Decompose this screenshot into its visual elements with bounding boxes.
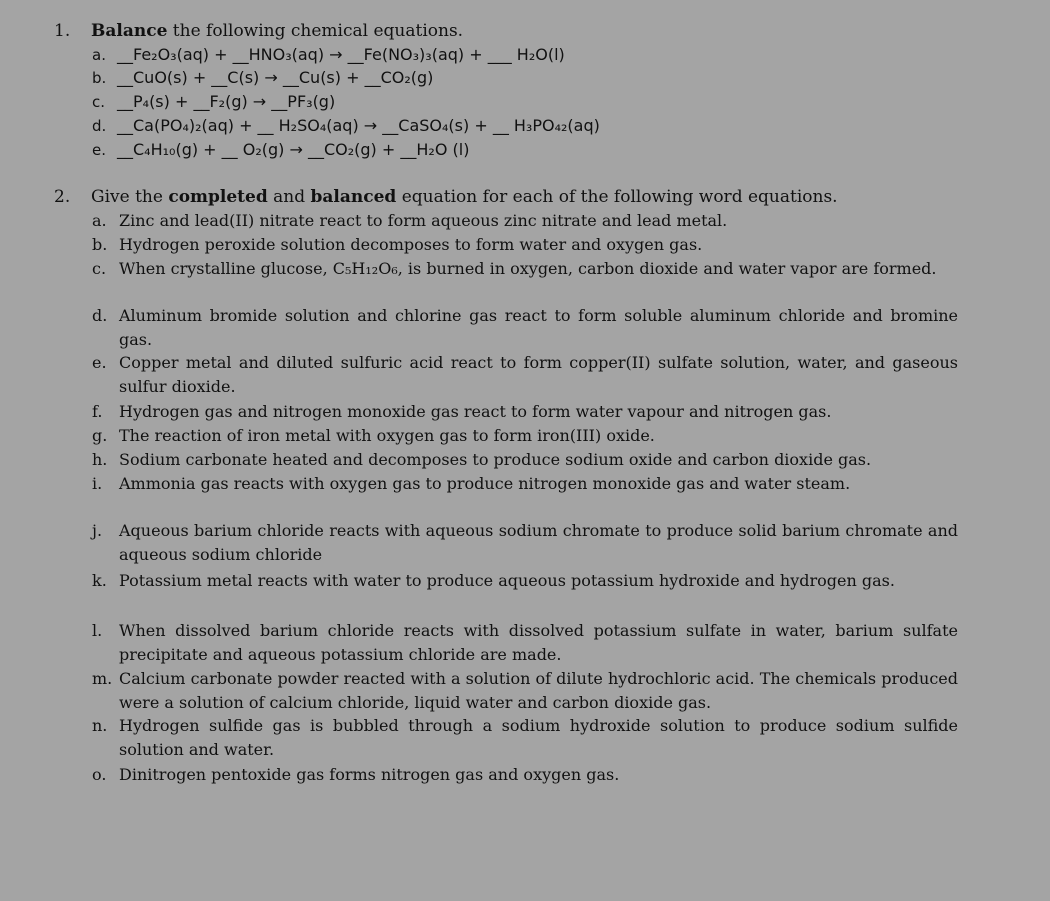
question-1-title (91, 20, 463, 42)
word-equation-item-c (92, 257, 958, 281)
eq-letter: b. (92, 69, 107, 87)
q2-title-post: equation for each of the following word equations. (396, 187, 838, 207)
item-letter: h. (92, 450, 108, 469)
word-equation-item-j (92, 519, 958, 566)
word-equation-item-b (92, 233, 958, 257)
equation-d: __Ca(PO₄)₂(aq) + __ H₂SO₄(aq) → __CaSO₄(s) + __ H₃PO₄₂(aq) (117, 116, 600, 135)
q2-title-pre: Give the (91, 187, 169, 207)
item-text: When crystalline glucose, C₅H₁₂O₆, is burned in oxygen, carbon dioxide and water vapor are formed. (119, 259, 937, 278)
item-text: Zinc and lead(II) nitrate react to form aqueous zinc nitrate and lead metal. (119, 211, 728, 230)
item-letter: k. (92, 571, 107, 590)
word-equation-item-o (92, 763, 958, 787)
item-letter: m. (92, 669, 113, 688)
item-text: The reaction of iron metal with oxygen gas to form iron(III) oxide. (119, 426, 655, 445)
item-letter: g. (92, 426, 108, 445)
item-text: Sodium carbonate heated and decomposes to produce sodium oxide and carbon dioxide gas. (119, 450, 872, 469)
word-equation-item-n (92, 714, 958, 761)
eq-letter: a. (92, 46, 106, 64)
question-2-title (91, 186, 838, 208)
item-text: When dissolved barium chloride reacts with dissolved potassium sulfate in water, barium sulfate precipitate and aqueous potassium chloride are made. (119, 621, 958, 664)
item-text: Hydrogen sulfide gas is bubbled through a sodium hydroxide solution to produce sodium sulfide solution and water. (119, 716, 958, 759)
item-text: Calcium carbonate powder reacted with a solution of dilute hydrochloric acid. The chemicals produced were a solution of calcium chloride, liquid water and carbon dioxide gas. (119, 669, 958, 712)
eq-letter: d. (92, 117, 107, 135)
item-letter: n. (92, 716, 108, 735)
word-equation-item-k (92, 569, 958, 593)
item-text: Hydrogen peroxide solution decomposes to form water and oxygen gas. (119, 235, 703, 254)
item-letter: f. (92, 402, 103, 421)
item-text: Aluminum bromide solution and chlorine gas react to form soluble aluminum chloride and bromine gas. (119, 306, 958, 349)
q2-title-mid: and (267, 187, 311, 207)
item-letter: l. (92, 621, 103, 640)
q2-title-bold-completed: completed (168, 187, 268, 207)
question-2-number: 2. (54, 187, 71, 207)
q2-title-bold-balanced: balanced (310, 187, 397, 207)
equation-b: __CuO(s) + __C(s) → __Cu(s) + __CO₂(g) (117, 68, 434, 87)
question-1-title-bold: Balance (91, 21, 168, 41)
word-equation-item-g (92, 424, 958, 448)
item-letter: b. (92, 235, 108, 254)
item-letter: j. (92, 521, 103, 540)
item-letter: a. (92, 211, 107, 230)
eq-letter: c. (92, 93, 106, 111)
word-equation-item-a (92, 209, 958, 233)
word-equation-item-i (92, 472, 958, 496)
eq-letter: e. (92, 141, 106, 159)
word-equation-item-d (92, 304, 958, 351)
word-equation-item-e (92, 351, 958, 398)
question-1-title-rest: the following chemical equations. (167, 21, 464, 41)
equation-a: __Fe₂O₃(aq) + __HNO₃(aq) → __Fe(NO₃)₃(aq) + ___ H₂O(l) (117, 45, 565, 64)
item-letter: o. (92, 765, 107, 784)
item-letter: e. (92, 353, 107, 372)
question-1-number: 1. (54, 21, 71, 41)
item-text: Aqueous barium chloride reacts with aqueous sodium chromate to produce solid barium chromate and aqueous sodium chloride (119, 521, 958, 564)
item-text: Copper metal and diluted sulfuric acid react to form copper(II) sulfate solution, water, and gaseous sulfur dioxide. (119, 353, 958, 396)
item-text: Ammonia gas reacts with oxygen gas to produce nitrogen monoxide gas and water steam. (119, 474, 851, 493)
equation-e: __C₄H₁₀(g) + __ O₂(g) → __CO₂(g) + __H₂O (l) (117, 140, 470, 159)
item-letter: c. (92, 259, 107, 278)
equation-c: __P₄(s) + __F₂(g) → __PF₃(g) (117, 92, 336, 111)
word-equation-item-f (92, 400, 958, 424)
item-text: Potassium metal reacts with water to produce aqueous potassium hydroxide and hydrogen gas. (119, 571, 895, 590)
item-text: Hydrogen gas and nitrogen monoxide gas react to form water vapour and nitrogen gas. (119, 402, 832, 421)
item-text: Dinitrogen pentoxide gas forms nitrogen gas and oxygen gas. (119, 765, 620, 784)
item-letter: i. (92, 474, 103, 493)
word-equation-item-m (92, 667, 958, 714)
word-equation-item-h (92, 448, 958, 472)
word-equation-item-l (92, 619, 958, 666)
item-letter: d. (92, 306, 108, 325)
